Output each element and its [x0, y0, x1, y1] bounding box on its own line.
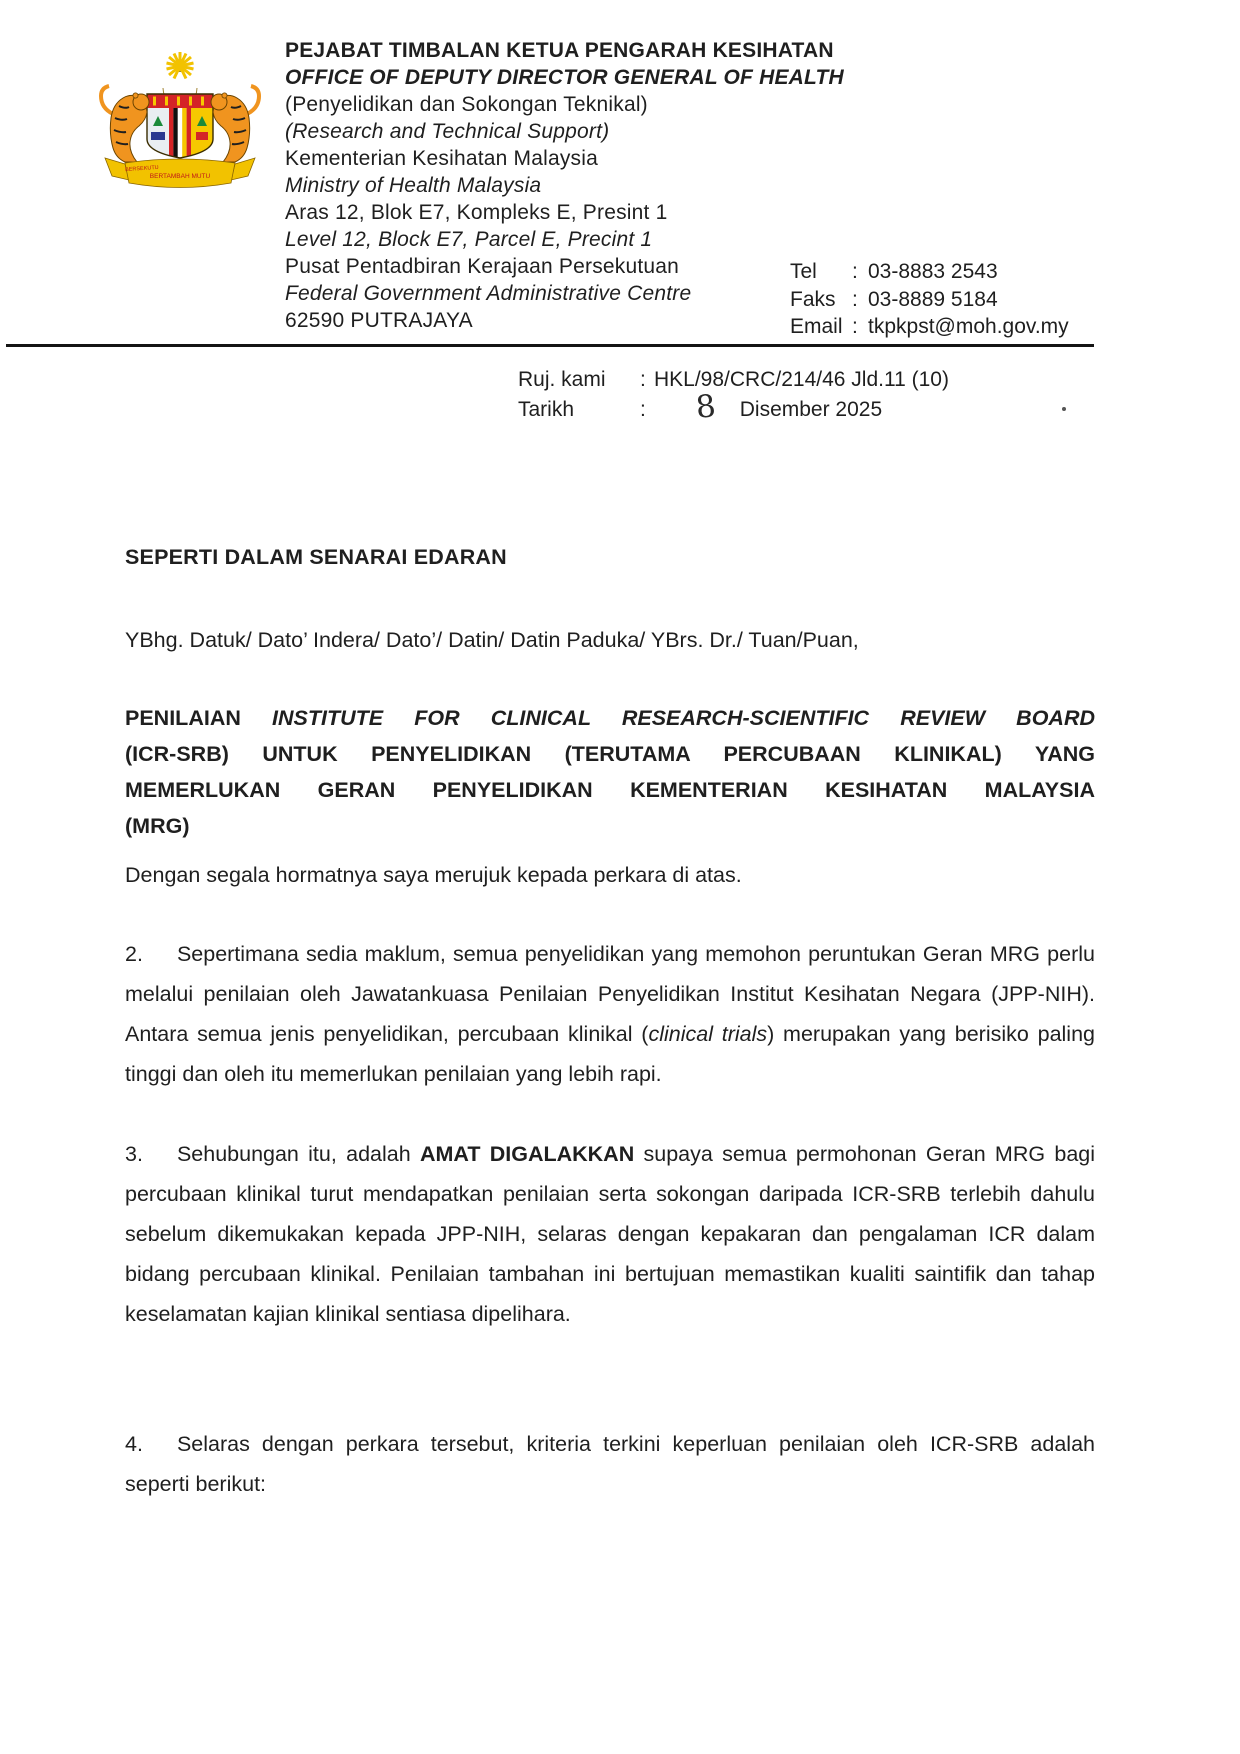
ref-separator: : [640, 368, 646, 391]
ref-number: HKL/98/CRC/214/46 Jld.11 (10) [654, 368, 949, 391]
letterhead-line: PEJABAT TIMBALAN KETUA PENGARAH KESIHATAN [285, 39, 834, 62]
contact-email: tkpkpst@moh.gov.my [868, 315, 1069, 338]
paragraph-text: ) merupakan yang berisiko paling tinggi dan oleh itu memerlukan penilaian yang lebih rapi. [125, 1022, 1095, 1086]
paragraph-italic-text: clinical trials [648, 1022, 768, 1046]
paragraph-text: supaya semua permohonan Geran MRG bagi percubaan klinikal turut mendapatkan penilaian serta sokongan daripada ICR-SRB terlebih dahulu sebelum dikemukakan kepada JPP-NIH, selaras dengan kepakaran dan pengalaman ICR dalam bidang percubaan klinikal. Penilaian tambahan ini bertujuan memastikan kualiti saintifik dan tahap keselamatan kajian klinikal sentiasa dipelihara. [125, 1142, 1096, 1326]
tiger-right-icon [211, 86, 259, 162]
paragraph-text: Selaras dengan perkara tersebut, kriteria terkini keperluan penilaian oleh ICR-SRB adalah seperti berikut: [125, 1432, 1095, 1496]
ref-label: Ruj. kami [518, 368, 606, 391]
shield [147, 94, 213, 158]
contact-separator: : [852, 287, 858, 311]
letterhead-line: Level 12, Block E7, Parcel E, Precint 1 [285, 228, 653, 251]
contact-value: 03-8883 2543 [868, 260, 998, 283]
subject-line-3: MEMERLUKAN GERAN PENYELIDIKAN KEMENTERIAN KESIHATAN MALAYSIA [125, 778, 1095, 802]
distribution-line: SEPERTI DALAM SENARAI EDARAN [125, 545, 507, 569]
subject-line-1 [125, 700, 1095, 736]
salutation: YBhg. Datuk/ Dato’ Indera/ Dato’/ Datin/ Datin Paduka/ YBrs. Dr./ Tuan/Puan, [125, 628, 859, 652]
reference-block [518, 366, 949, 426]
tiger-left-icon [101, 86, 149, 162]
opening-line: Dengan segala hormatnya saya merujuk kepada perkara di atas. [125, 863, 742, 887]
subject-heading [125, 700, 1095, 844]
subject-text: PENILAIAN [125, 706, 273, 730]
contact-label: Email [790, 315, 843, 338]
letterhead-line: (Penyelidikan dan Sokongan Teknikal) [285, 93, 648, 116]
subject-line-2: (ICR-SRB) UNTUK PENYELIDIKAN (TERUTAMA PERCUBAAN KLINIKAL) YANG [125, 742, 1095, 766]
malaysia-coat-of-arms [84, 44, 276, 194]
letterhead-line: OFFICE OF DEPUTY DIRECTOR GENERAL OF HEALTH [285, 66, 844, 89]
letterhead-line: Federal Government Administrative Centre [285, 282, 692, 305]
ref-row [518, 366, 949, 393]
contact-row [790, 313, 1069, 341]
paragraph-bold-text: AMAT DIGALAKKAN [419, 1142, 635, 1166]
letterhead-line: Aras 12, Blok E7, Kompleks E, Presint 1 [285, 201, 668, 224]
letterhead [285, 37, 844, 334]
subject-line-4: (MRG) [125, 814, 190, 838]
contact-label: Faks [790, 287, 836, 311]
contact-separator: : [852, 260, 858, 283]
contact-row [790, 258, 1069, 286]
header-divider [6, 344, 1094, 347]
contact-separator: : [852, 315, 858, 338]
letterhead-line: (Research and Technical Support) [285, 120, 610, 143]
motto-text-top: BERSEKUTU [124, 164, 159, 174]
contact-value: 03-8889 5184 [868, 287, 998, 311]
paragraph-text: Sepertimana sedia maklum, semua penyelidikan yang memohon peruntukan Geran MRG perlu melalui penilaian oleh Jawatankuasa Penilaian Penyelidikan Institut Kesihatan Negara (JPP-NIH). Antara semua jenis penyelidikan, percubaan klinikal ( [125, 942, 1095, 1046]
date-separator: : [640, 398, 646, 421]
date-value: Disember 2025 [739, 398, 883, 421]
paragraph-3 [125, 1134, 1095, 1334]
letterhead-line: Ministry of Health Malaysia [285, 174, 542, 197]
letterhead-line: Kementerian Kesihatan Malaysia [285, 147, 599, 170]
paragraph-text: Sehubungan itu, adalah [176, 1142, 420, 1166]
stray-mark [1062, 407, 1066, 411]
paragraph-2 [125, 934, 1095, 1094]
paragraph-4 [125, 1424, 1095, 1504]
handwritten-date-day: 8 [694, 388, 718, 426]
motto-text-bottom: BERTAMBAH MUTU [149, 173, 211, 180]
paragraph-number: 2. [125, 942, 143, 966]
motto-ribbon [105, 158, 255, 188]
contact-label: Tel [790, 260, 817, 283]
paragraph-number: 3. [125, 1142, 143, 1166]
contact-block [790, 258, 1069, 341]
date-label: Tarikh [518, 398, 575, 421]
contact-row [790, 286, 1069, 314]
letterhead-line: Pusat Pentadbiran Kerajaan Persekutuan [285, 255, 680, 278]
letterhead-line: 62590 PUTRAJAYA [285, 309, 473, 332]
paragraph-number: 4. [125, 1432, 143, 1456]
subject-italic-text: INSTITUTE FOR CLINICAL RESEARCH-SCIENTIFIC REVIEW BOARD [272, 706, 1096, 730]
date-row [518, 388, 949, 426]
